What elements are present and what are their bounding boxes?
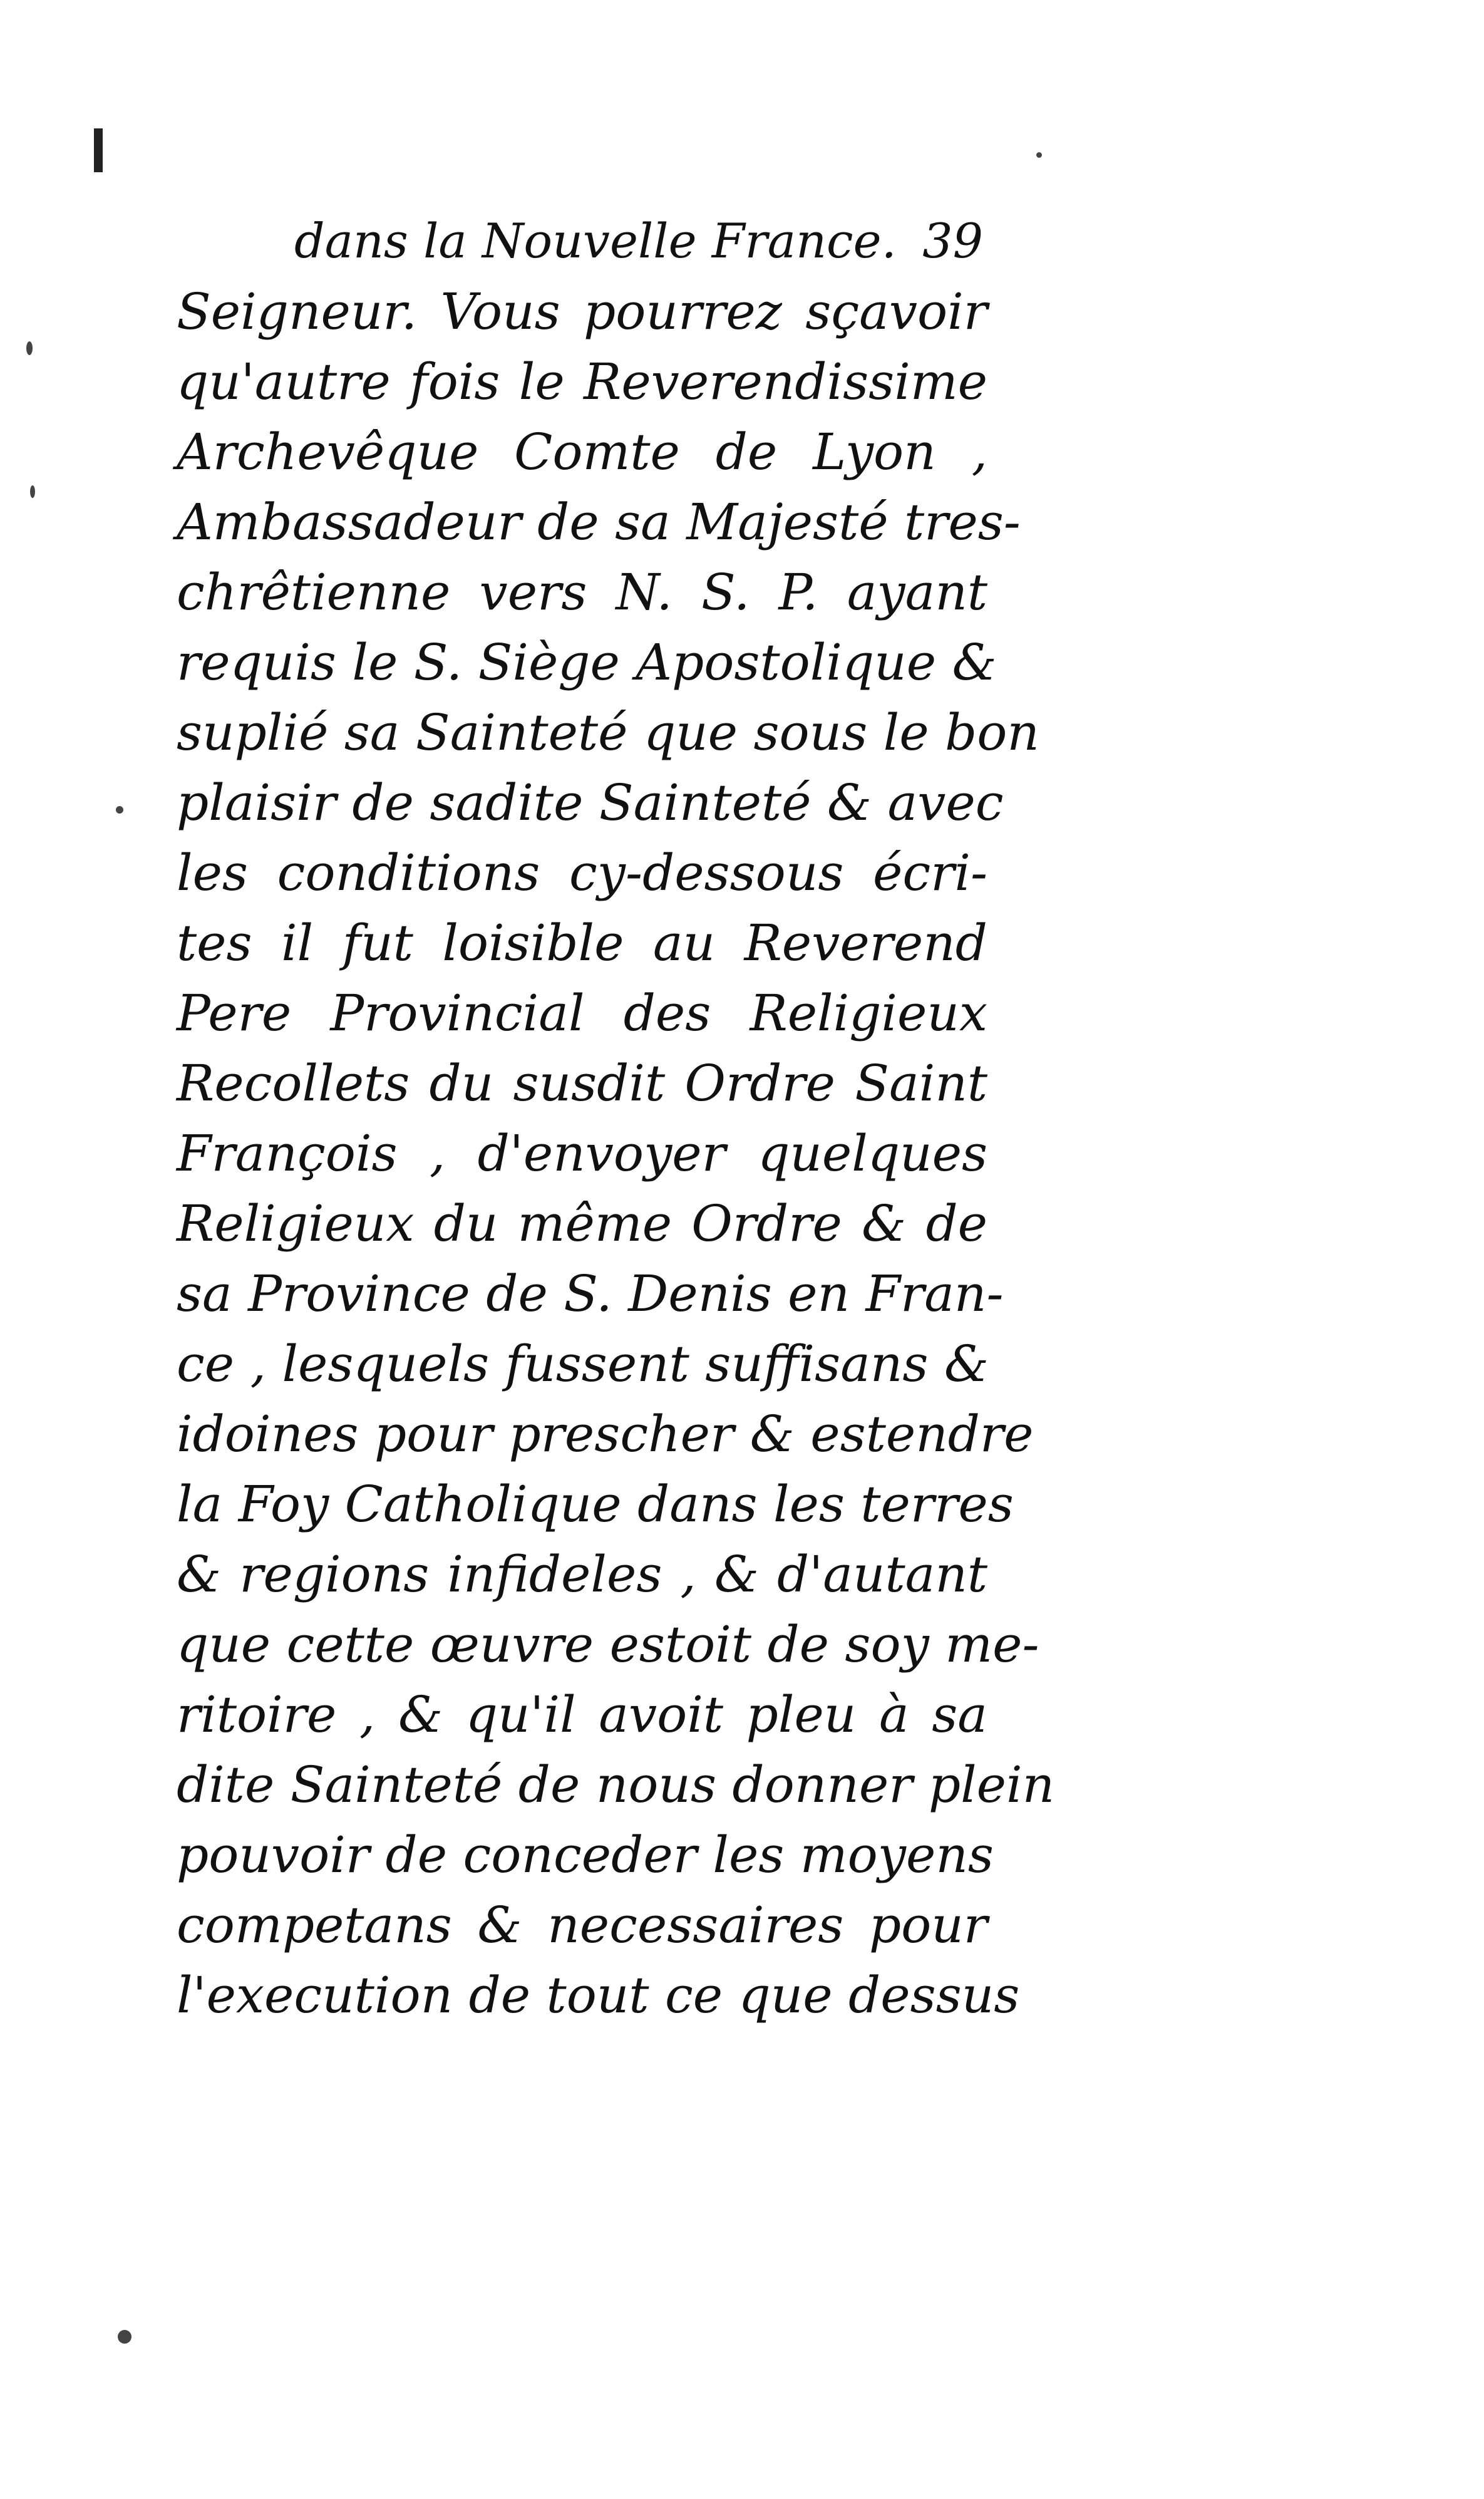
text-line: competans & necessaires pour: [177, 1896, 987, 1954]
running-title: dans la Nouvelle France.: [294, 213, 897, 269]
text-line: dite Sainteté de nous donner plein: [177, 1756, 1055, 1814]
text-line: Archevêque Comte de Lyon ,: [177, 423, 987, 481]
margin-speck: [118, 2330, 131, 2344]
text-line: requis le S. Siège Apostolique &: [177, 633, 997, 691]
text-line: chrêtienne vers N. S. P. ayant: [177, 563, 987, 621]
text-line: l'execution de tout ce que dessus: [177, 1966, 1020, 2024]
text-line: la Foy Catholique dans les terres: [177, 1475, 1014, 1533]
running-head: [294, 207, 983, 276]
text-line: François , d'envoyer quelques: [177, 1124, 987, 1182]
margin-speck: [1036, 152, 1042, 158]
text-line: Recollets du susdit Ordre Saint: [177, 1054, 987, 1112]
text-line: plaisir de sadite Sainteté & avec: [177, 773, 1004, 832]
text-line: idoines pour prescher & estendre: [177, 1405, 1034, 1463]
text-line: Pere Provincial des Religieux: [177, 984, 987, 1042]
text-line: ce , lesquels fussent suffisans &: [177, 1335, 989, 1393]
text-line: les conditions cy-dessous écri-: [177, 844, 987, 902]
text-line: Seigneur. Vous pourrez sçavoir: [177, 282, 987, 341]
text-line: suplié sa Sainteté que sous le bon: [177, 703, 1039, 762]
margin-speck: [116, 806, 123, 814]
text-line: pouvoir de conceder les moyens: [177, 1826, 994, 1884]
margin-mark: [94, 128, 103, 172]
text-line: ritoire , & qu'il avoit pleu à sa: [177, 1685, 987, 1744]
text-line: que cette œuvre estoit de soy me-: [177, 1615, 1039, 1674]
body-text: [177, 277, 1055, 2031]
text-line: sa Province de S. Denis en Fran-: [177, 1265, 1004, 1323]
page-number: 39: [922, 213, 983, 269]
text-line: Religieux du même Ordre & de: [177, 1194, 987, 1253]
text-line: Ambassadeur de sa Majesté tres-: [177, 493, 1021, 551]
margin-speck: [26, 341, 33, 355]
text-line: & regions infideles , & d'autant: [177, 1545, 987, 1603]
margin-speck: [30, 485, 35, 498]
text-line: qu'autre fois le Reverendissime: [177, 353, 987, 411]
text-line: tes il fut loisible au Reverend: [177, 914, 987, 972]
